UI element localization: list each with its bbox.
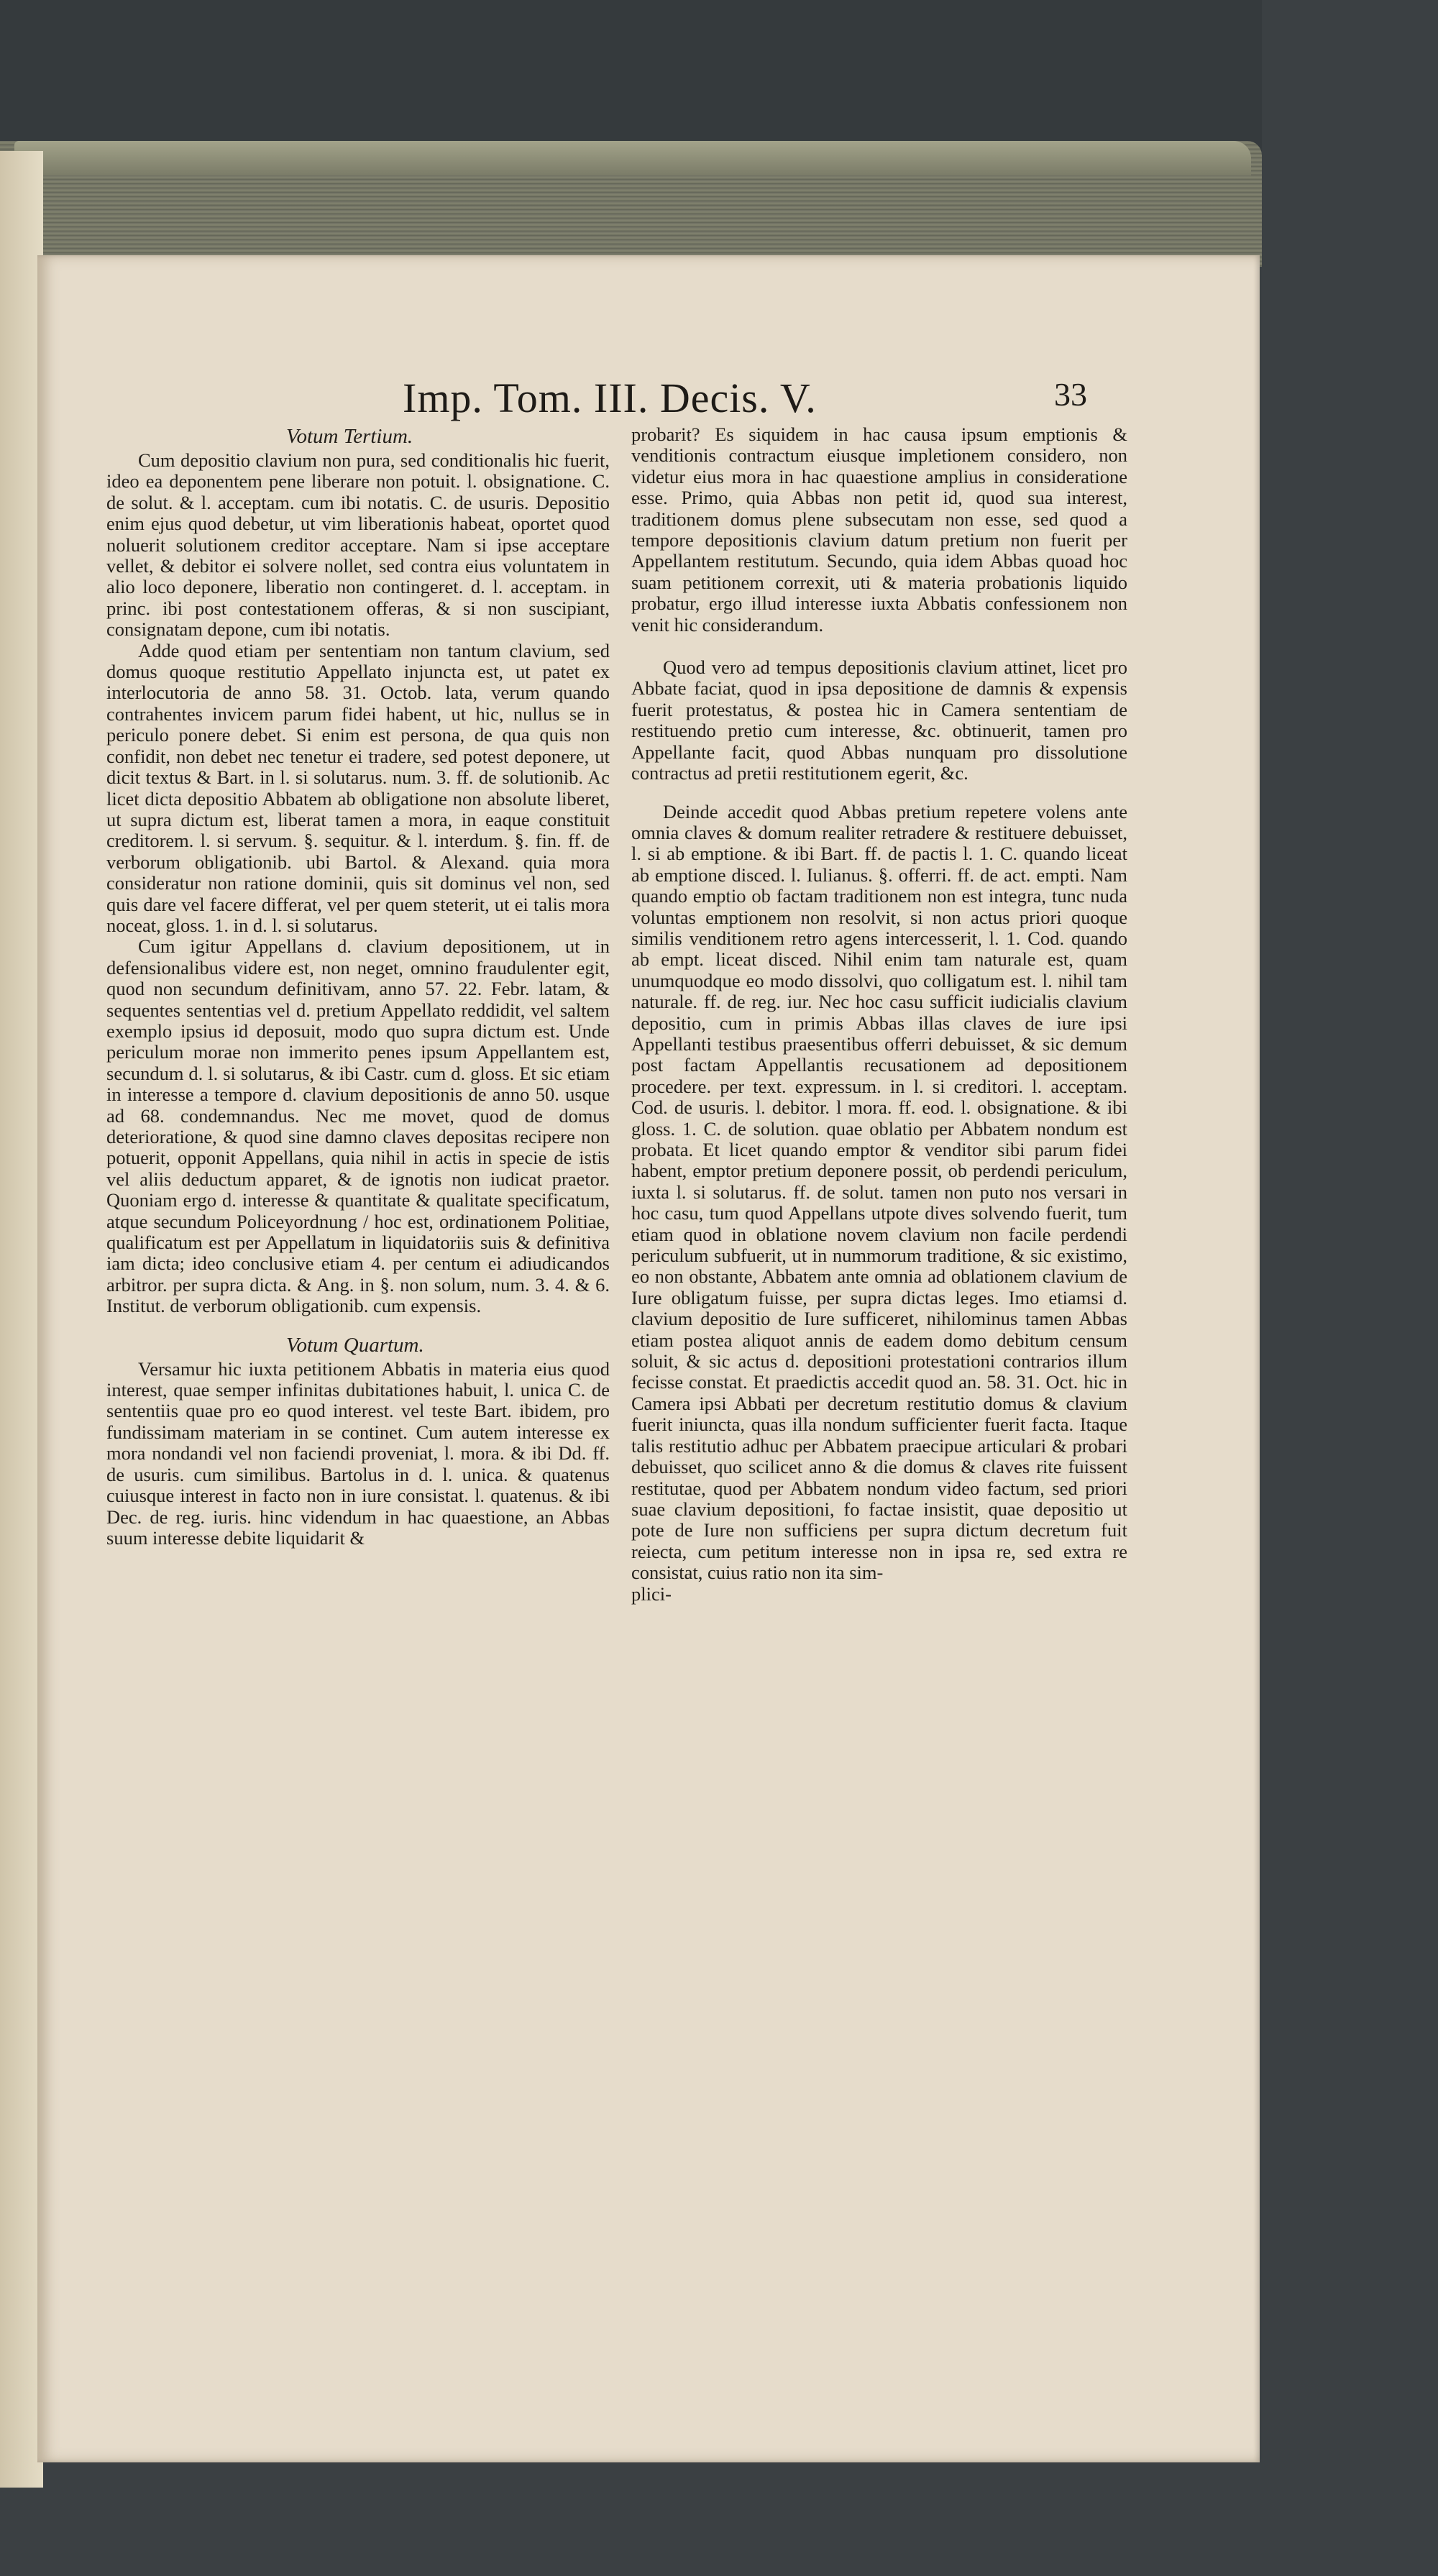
- paragraph: Cum depositio clavium non pura, sed conditionalis hic fuerit, ideo ea deponentem pene liberare non potuit. l. obsignatione. C. de solut. & l. acceptam. cum ibi notatis. C. de usuris. Depositio enim ejus quod debetur, ut vim liberationis habeat, oportet quod noluerit solutionem creditor acceptare. Nam si ipse acceptare vellet, & debitor ei solvere nollet, sed contra eius voluntatem in alio loco deponere, liberatio non contingeret. d. l. acceptam. in princ. ibi post contestationem offeras, & si non suscipiant, consignatam depone, cum ibi notatis.: [106, 449, 610, 641]
- paragraph: Adde quod etiam per sententiam non tantum clavium, sed domus quoque restitutio Appellato injuncta est, ut patet ex interlocutoria de anno 58. 31. Octob. lata, verum quando contrahentes invicem parum fidei habent, ut hic, nullus se in periculo ponere debet. Si enim est persona, de qua quis non confidit, non debet nec tenetur ei tradere, sed potest deponere, ut dicit textus & Bart. in l. si solutarus. num. 3. ff. de solutionib. Ac licet dicta depositio Abbatem ab obligatione non absolute liberet, ut supra dictum est, liberat tamen a mora, in eaque constituit creditorem. l. si servum. §. sequitur. & l. interdum. §. fin. ff. de verborum obligationib. ubi Bartol. & Alexand. quia mora consideratur non ratione dominii, quis sit dominus vel non, sed quis dare vel facere differat, vel per quem steterit, ut ei talis mora noceat, gloss. 1. in d. l. si solutarus.: [106, 639, 610, 936]
- paragraph: Cum igitur Appellans d. clavium depositionem, ut in defensionalibus videre est, non neget, omnino fraudulenter egit, quod non secundum definitivam, anno 57. 22. Febr. latam, & sequentes sententias vel d. pretium Appellato reddidit, vel saltem exemplo ipsius id deposuit, modo quo supra dictum est. Unde periculum morae non immerito penes ipsum Appellantem est, secundum d. l. si solutarus, & ibi Castr. cum d. gloss. Et sic etiam in interesse a tempore d. clavium depositionis de anno 50. usque ad 68. condemnandus. Nec me movet, quod de domus deterioratione, & quod sine damno claves depositas recipere non potuerit, opponit Appellans, quia nihil in actis in specie de istis vel aliis deductum apparet, & de ignotis non iudicat praetor. Quoniam ergo d. interesse & quantitate & qualitate specificatum, atque secundum Policeyordnung / hoc est, ordinationem Politiae, qualificatum est per Appellatum in liquidatoriis suis & definitiva iam dicta; ideo conclusive etiam 4. per centum ei adiudicandos arbitror. per supra dicta. & Ang. in §. non solum, num. 3. 4. & 6. Institut. de verborum obligationib. cum expensis.: [106, 935, 610, 1317]
- book-top-edge: [14, 141, 1251, 175]
- paragraph: probarit? Es siquidem in hac causa ipsum emptionis & venditionis contractum eiusque impletionem considero, non videtur eius mora in hac quaestione amplius in consideratione esse. Primo, quia Abbas non petit id, quod sua interest, traditionem domus plene subsecutam non esse, sed quod a tempore depositionis clavium datum pretium non fuerit per Appellantem restitutum. Secundo, quia idem Abbas quoad hoc suam petitionem correxit, uti & materia probationis liquido probatur, ergo illud interesse iuxta Abbatis confessionem non venit hic considerandum.: [631, 423, 1127, 636]
- catchword: plici-: [631, 1582, 672, 1605]
- heading-votum-tertium: Votum Tertium.: [286, 425, 413, 448]
- left-column: [106, 424, 610, 1549]
- paragraph: Versamur hic iuxta petitionem Abbatis in materia eius quod interest, quae semper infinitas dubitationes habuit, l. unica C. de sententiis quae pro eo quod interest. vel teste Bart. ibidem, pro fundissimam materiam in se continet. Cum autem interesse ex mora nondandi vel non faciendi proveniat, l. mora. & ibi Dd. ff. de usuris. cum similibus. Bartolus in d. l. unica. & quatenus cuiusque interest in facto non in iure consistat. l. quatenus. & ibi Dec. de reg. iuris. hinc videndum in hac quaestione, an Abbas suum interesse debite liquidarit &: [106, 1357, 610, 1549]
- background-right: [1262, 0, 1438, 2576]
- background-top: [0, 0, 1438, 151]
- facing-page-edge: [0, 151, 43, 2488]
- running-head: Imp. Tom. III. Decis. V.: [403, 375, 817, 421]
- paragraph: Quod vero ad tempus depositionis clavium attinet, licet pro Abbate faciat, quod in ipsa depositione de damnis & expensis fuerit protestatus, & postea hic in Camera sententiam de restituendo pretio cum interesse, &c. obtinuerit, tamen pro Appellante facit, quod Abbas nunquam pro dissolutione contractus ad pretii restitutionem egerit, &c.: [631, 656, 1127, 784]
- heading-votum-quartum: Votum Quartum.: [286, 1333, 424, 1357]
- background-bottom: [0, 2459, 1438, 2576]
- right-column: [631, 424, 1127, 1605]
- paragraph: Deinde accedit quod Abbas pretium repetere volens ante omnia claves & domum realiter retradere & restituere debuisset, l. si ab emptione. & ibi Bart. ff. de pactis l. 1. C. quando liceat ab emptione disced. l. Iulianus. §. offerri. ff. de act. empti. Nam quando emptio ob factam traditionem non est integra, tunc nuda voluntas emptionem non resolvit, si non actus priori quoque similis venditionem retro agens intercesserit, l. 1. Cod. quando ab empt. liceat disced. Nihil enim tam naturale est, quam unumquodque eo modo dissolvi, quo colligatum est. l. nihil tam naturale. ff. de reg. iur. Nec hoc casu sufficit iudicialis clavium depositio, cum in primis Abbas illas claves de iure ipsi Appellanti testibus praesentibus offerri debuisset, & sic demum post factam Appellantis recusationem ad depositionem procedere. per text. expressum. in l. si creditori. l. acceptam. Cod. de usuris. l. debitor. l mora. ff. eod. l. obsignatione. & ibi gloss. 1. C. de solution. quae oblatio per Abbatem nondum est probata. Et licet quando emptor & venditor sibi parum fidei habent, emptor pretium deponere possit, ob perdendi periculum, iuxta l. si solutarus. ff. de solut. tamen non puto nos versari in hoc casu, tum quod Appellans utpote dives solvendo fuerit, tum etiam quod in oblatione novem clavium non facile perdendi periculum subfuerit, ut in nummorum traditione, & sic existimo, eo non obstante, Abbatem ante omnia ad oblationem clavium de Iure obligatum fuisse, per supra dictas leges. Imo etiamsi d. clavium depositio de Iure sufficeret, nihilominus tamen Abbas etiam postea aliquot annis de eadem domo debitum censum soluit, & sic actus d. depositioni protestationi contrarios illum fecisse constat. Et praedictis accedit quod an. 58. 31. Oct. hic in Camera ipsi Abbati per decretum restitutio domus & clavium fuerit iniuncta, quas illa nondum sufficienter fuerit facta. Itaque talis restitutio adhuc per Abbatem praecipue articulari & probari debuisset, quo scilicet anno & die domus & claves rite fuissent restitutae, quod per Abbatem nondum video factum, sed priori suae clavium depositioni, fo factae insistit, quae depositio ut pote de Iure non sufficiens per supra dictum decretum fuit reiecta, cum petitum interesse non in ipsa re, sed extra re consistat, cuius ratio non ita sim-: [631, 800, 1127, 1584]
- page-number: 33: [1054, 376, 1087, 413]
